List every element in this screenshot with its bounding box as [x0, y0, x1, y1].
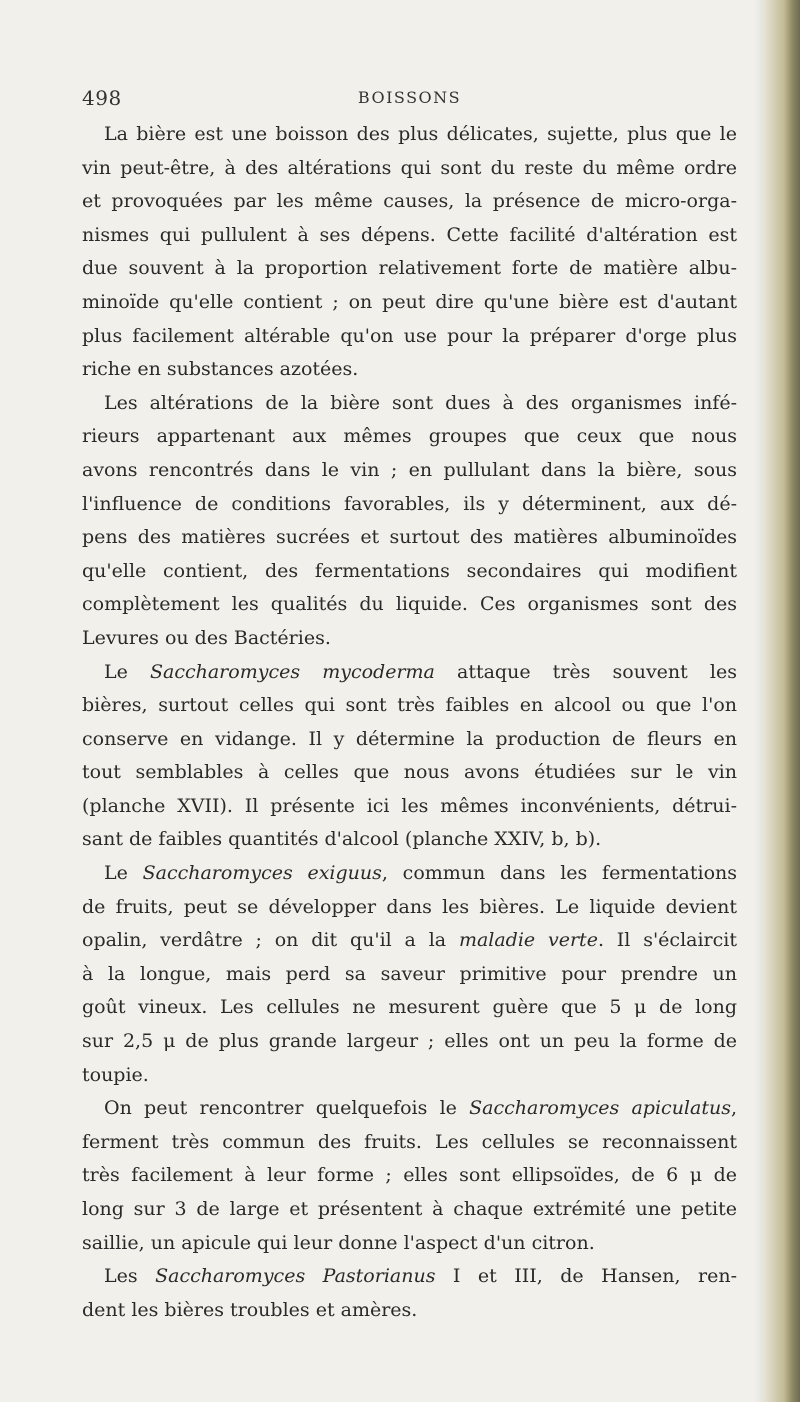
text-line: de fruits, peut se développer dans les bières. Le liquide devient: [82, 895, 737, 918]
text-fragment: attaque très souvent les: [434, 660, 737, 683]
text-line: goût vineux. Les cellules ne mesurent guère que 5 μ de long: [82, 996, 737, 1019]
text-line: [82, 1092, 737, 1126]
text-line: qu'elle contient, des fermentations secondaires qui modifient: [82, 559, 737, 582]
paragraph: [82, 1092, 737, 1260]
text-line: Les altérations de la bière sont dues à des organismes infé-: [104, 391, 737, 414]
paragraph: [82, 387, 737, 656]
species-name: Saccharomyces mycoderma: [149, 660, 435, 683]
text-line: minoïde qu'elle contient ; on peut dire qu'une bière est d'autant: [82, 290, 737, 313]
page-number: 498: [82, 86, 122, 110]
text-line: due souvent à la proportion relativement forte de matière albu-: [82, 257, 737, 280]
text-line: dent les bières troubles et amères.: [82, 1298, 418, 1321]
text-line: pens des matières sucrées et surtout des matières albuminoïdes: [82, 526, 737, 549]
body-text: [82, 118, 737, 1327]
text-line: nismes qui pullulent à ses dépens. Cette facilité d'altération est: [82, 223, 737, 246]
text-line: [82, 924, 737, 958]
paragraph: [82, 1260, 737, 1327]
text-line: toupie.: [82, 1063, 149, 1086]
text-line: sant de faibles quantités d'alcool (planche XXIV, b, b).: [82, 828, 602, 851]
paragraph: [82, 656, 737, 858]
text-fragment: , commun dans les fermentations: [381, 862, 738, 885]
text-fragment: . Il s'éclaircit: [597, 929, 737, 952]
text-line: avons rencontrés dans le vin ; en pullulant dans la bière, sous: [82, 458, 737, 481]
text-line: long sur 3 de large et présentent à chaque extrémité une petite: [82, 1198, 737, 1220]
page-edge-shadow: [754, 0, 764, 1402]
text-line: rieurs appartenant aux mêmes groupes que ceux que nous: [82, 425, 737, 448]
text-fragment: opalin, verdâtre ; on dit qu'il a la: [82, 929, 459, 952]
species-name: Saccharomyces Pastorianus: [155, 1265, 436, 1288]
species-name: Saccharomyces exiguus: [142, 862, 382, 885]
species-name: Saccharomyces apiculatus: [469, 1097, 731, 1120]
page-header: [82, 86, 737, 112]
text-line: [82, 857, 737, 891]
text-line: très facilement à leur forme ; elles sont ellipsoïdes, de 6 μ de: [82, 1164, 737, 1187]
text-fragment: ,: [730, 1097, 738, 1120]
text-line: [82, 1260, 737, 1294]
text-line: l'influence de conditions favorables, ils y déterminent, aux dé-: [82, 492, 737, 515]
text-line: [82, 656, 737, 690]
text-line: et provoquées par les même causes, la présence de micro-orga-: [82, 190, 737, 213]
book-spine-edge: [764, 0, 800, 1402]
text-line: saillie, un apicule qui leur donne l'aspect d'un citron.: [82, 1231, 595, 1254]
paragraph: [82, 857, 737, 1092]
text-line: (planche XVII). Il présente ici les mêmes inconvénients, détrui-: [82, 794, 737, 817]
running-title: BOISSONS: [357, 88, 462, 107]
disease-name: maladie verte: [458, 929, 598, 952]
text-line: sur 2,5 μ de plus grande largeur ; elles ont un peu la forme de: [82, 1030, 737, 1053]
text-line: bières, surtout celles qui sont très faibles en alcool ou que l'on: [82, 694, 737, 717]
text-line: à la longue, mais perd sa saveur primitive pour prendre un: [82, 962, 737, 985]
text-line: Levures ou des Bactéries.: [82, 626, 331, 649]
text-fragment: Les: [104, 1265, 156, 1288]
text-line: conserve en vidange. Il y détermine la production de fleurs en: [82, 727, 737, 750]
text-line: plus facilement altérable qu'on use pour la préparer d'orge plus: [82, 324, 737, 347]
text-line: La bière est une boisson des plus délicates, sujette, plus que le: [104, 123, 737, 145]
text-fragment: Le: [104, 862, 143, 885]
text-line: tout semblables à celles que nous avons étudiées sur le vin: [82, 761, 737, 784]
paragraph: [82, 118, 737, 387]
text-fragment: I et III, de Hansen, ren-: [435, 1265, 737, 1288]
text-line: ferment très commun des fruits. Les cellules se reconnaissent: [82, 1130, 737, 1153]
text-fragment: On peut rencontrer quelquefois le: [104, 1097, 470, 1120]
text-line: riche en substances azotées.: [82, 358, 359, 381]
text-line: complètement les qualités du liquide. Ces organismes sont des: [82, 593, 737, 616]
text-line: vin peut-être, à des altérations qui sont du reste du même ordre: [82, 156, 737, 179]
text-fragment: Le: [104, 660, 150, 683]
